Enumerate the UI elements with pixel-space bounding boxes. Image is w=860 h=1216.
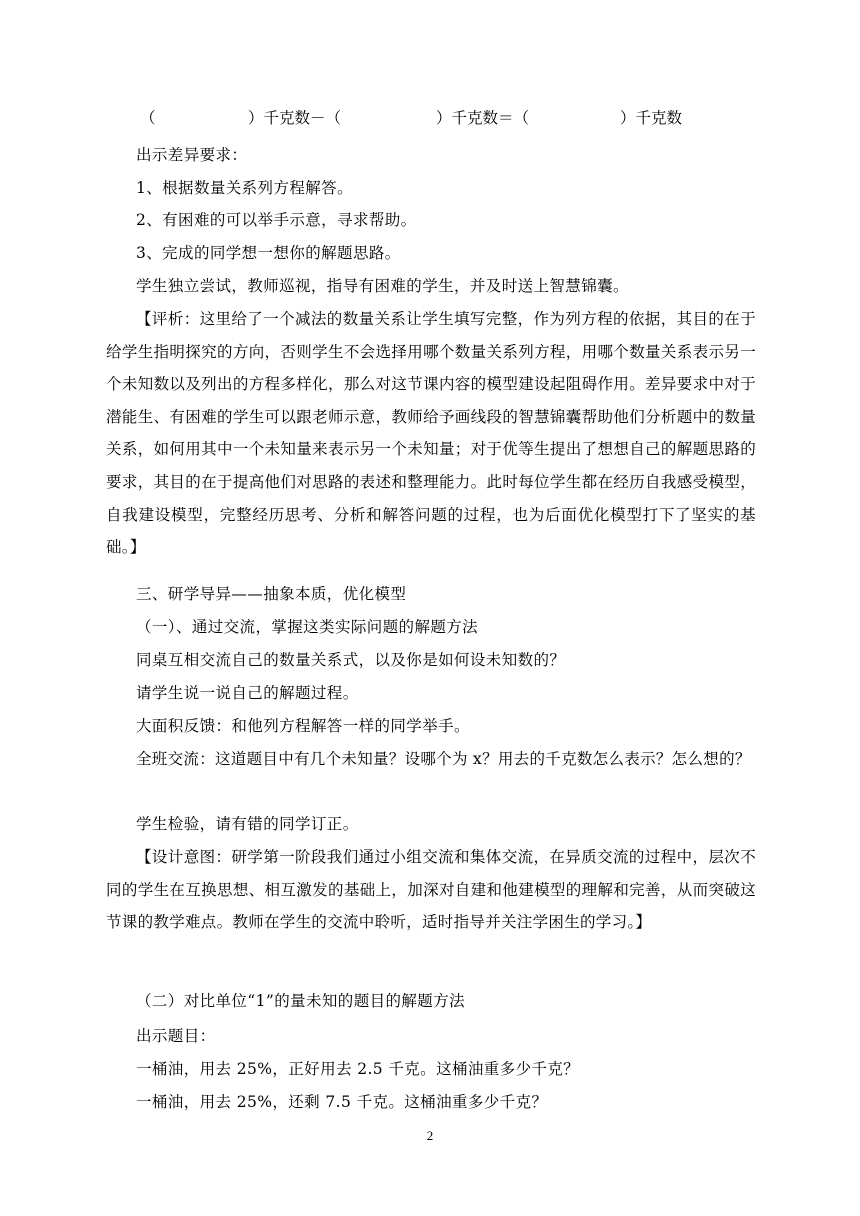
- text-line: 大面积反馈：和他列方程解答一样的同学举手。: [136, 717, 470, 735]
- subsection-heading: （二）对比单位“1”的量未知的题目的解题方法: [136, 992, 466, 1010]
- design-intent-paragraph: 【设计意图：研学第一阶段我们通过小组交流和集体交流，在异质交流的过程中，层次不同的学生在互换思想、相互激发的基础上，加深对自建和他建模型的理解和完善，从而突破这节课的教学难点。教师在学生的交流中聆听，适时指导并关注学困生的学习。】: [106, 848, 756, 932]
- question-line: 一桶油，用去 25%，正好用去 2.5 千克。这桶油重多少千克？: [136, 1060, 580, 1078]
- text-line: 学生检验，请有错的同学订正。: [136, 815, 359, 833]
- text-line: 出示题目：: [136, 1027, 216, 1045]
- text-line: 请学生说一说自己的解题过程。: [136, 684, 359, 702]
- blank-open-paren: （: [140, 109, 156, 127]
- blank-segment-1: ）千克数－（: [248, 109, 342, 127]
- subsection-heading: （一）、通过交流，掌握这类实际问题的解题方法: [136, 618, 479, 636]
- section-heading: 三、研学导异——抽象本质，优化模型: [136, 585, 407, 603]
- text-line: 2、有困难的可以举手示意，寻求帮助。: [136, 211, 417, 229]
- comment-paragraph: 【评析：这里给了一个减法的数量关系让学生填写完整，作为列方程的依据，其目的在于给学生指明探究的方向，否则学生不会选择用哪个数量关系列方程，用哪个数量关系表示另一个未知数以及列出的方程多样化，那么对这节课内容的模型建设起阻碍作用。差异要求中对于潜能生、有困难的学生可以跟老师示意，教师给予画线段的智慧锦囊帮助他们分析题中的数量关系，如何用其中一个未知量来表示另一个未知量；对于优等生提出了想想自己的解题思路的要求，其目的在于提高他们对思路的表述和整理能力。此时每位学生都在经历自我感受模型，自我建设模型，完整经历思考、分析和解答问题的过程，也为后面优化模型打下了坚实的基础。】: [106, 310, 756, 557]
- text-line: 3、完成的同学想一想你的解题思路。: [136, 244, 401, 262]
- page-number: 2: [426, 1128, 434, 1143]
- blank-segment-2: ）千克数＝（: [436, 109, 530, 127]
- blank-segment-3: ）千克数: [620, 109, 683, 127]
- text-line: 学生独立尝试，教师巡视，指导有困难的学生，并及时送上智慧锦囊。: [136, 277, 629, 295]
- text-paragraph: 全班交流：这道题目中有几个未知量？设哪个为 x？用去的千克数怎么表示？怎么想的？: [136, 750, 751, 768]
- question-line: 一桶油，用去 25%，还剩 7.5 千克。这桶油重多少千克？: [136, 1093, 548, 1111]
- text-line: 出示差异要求：: [136, 146, 248, 164]
- text-line: 同桌互相交流自己的数量关系式，以及你是如何设未知数的？: [136, 651, 566, 669]
- text-line: 1、根据数量关系列方程解答。: [136, 179, 353, 197]
